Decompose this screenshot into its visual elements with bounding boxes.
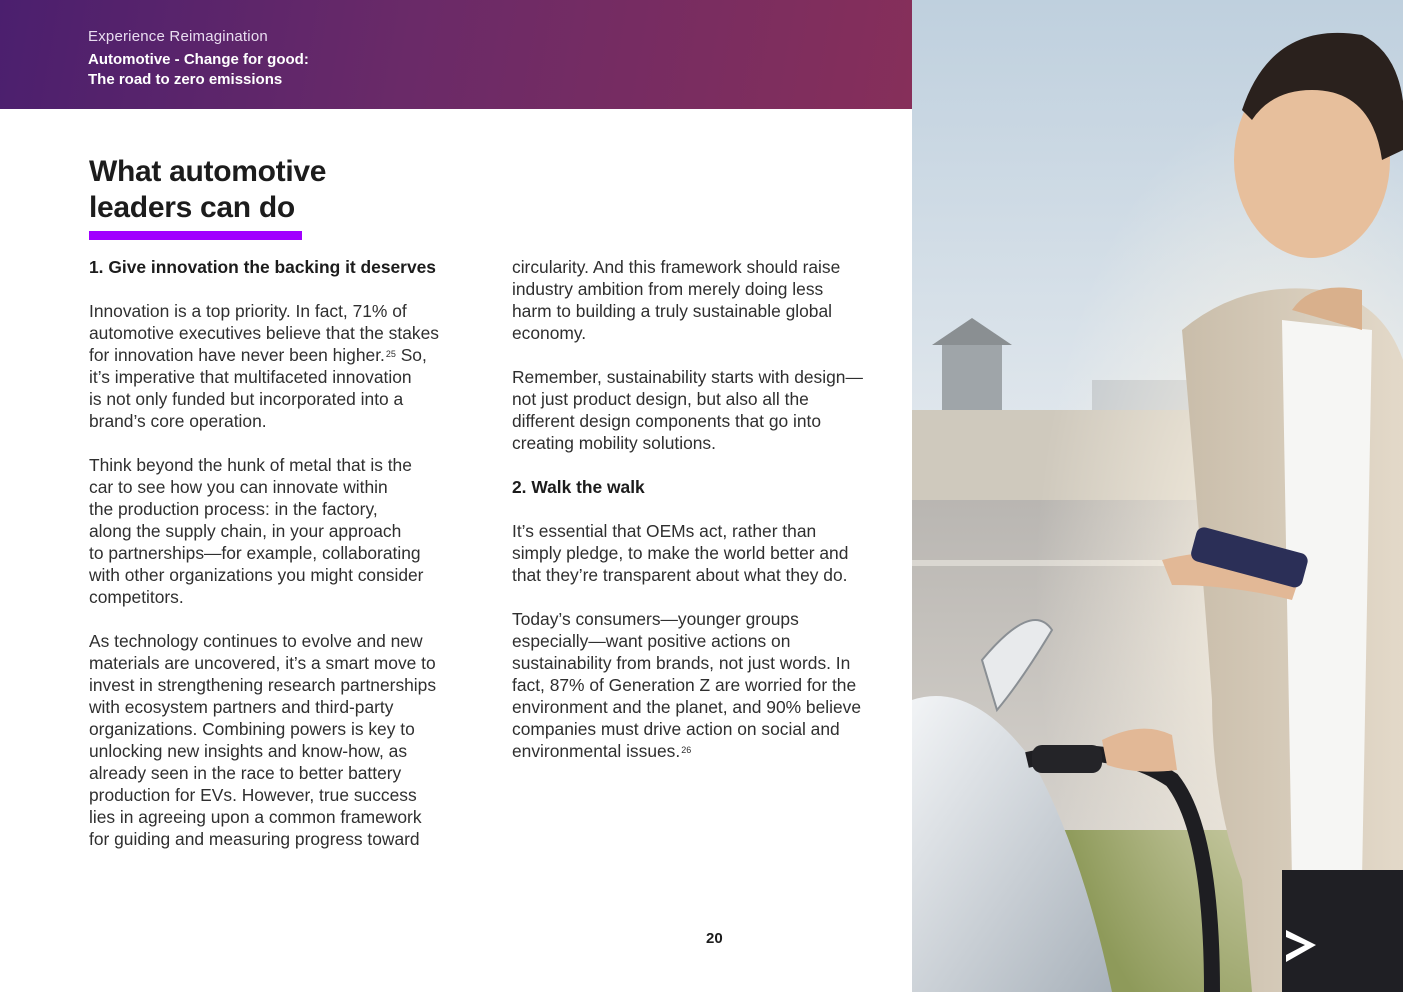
photo-man-charging-ev [912,0,1403,992]
subheading-innovation: 1. Give innovation the backing it deserves [89,257,436,277]
page-heading-line1: What automotive [89,155,327,188]
page-heading-line2: leaders can do [89,191,295,224]
paragraph-consumers [512,608,904,762]
paragraph-text: Today’s consumers—younger groups especially—want positive actions on sustainability from brands, not just words. In fact, 87% of Generation Z are worried for the environment and the planet, and 90% believe companies must drive action on social and environmental issues. [512,609,862,761]
paragraph-text: So, it’s imperative that multifaceted innovation is not only funded but incorporated into a brand’s core operation. [89,345,427,431]
photo-illustration [912,0,1403,992]
paragraph-oems-act: It’s essential that OEMs act, rather than simply pledge, to make the world better and that they’re transparent about what they do. [512,521,849,585]
paragraph-design: Remember, sustainability starts with design— not just product design, but also all the different design components that go into creating mobility solutions. [512,367,863,453]
section-label: Experience Reimagination [88,28,268,45]
page-heading [89,154,326,226]
document-title [88,50,309,90]
paragraph-circularity: circularity. And this framework should raise industry ambition from merely doing less harm to building a truly sustainable global economy. [512,257,841,343]
footnote-ref-26: 26 [681,745,692,755]
paragraph-research-partnerships: As technology continues to evolve and new materials are uncovered, it’s a smart move to invest in strengthening research partnerships with ecosystem partners and third-party organizations. Combining powers is key to unlocking new insights and know-how, as already seen in the race to better battery production for EVs. However, true success lies in agreeing upon a common framework for guiding and measuring progress toward [89,631,437,849]
paragraph-think-beyond: Think beyond the hunk of metal that is the car to see how you can innovate within the production process: in the factory, along the supply chain, in your approach to partnerships—for example, collaborating with other organizations you might consider competitors. [89,455,424,607]
subheading-walk-the-walk: 2. Walk the walk [512,477,645,497]
paragraph-innovation-priority [89,300,479,432]
right-column [512,256,904,784]
left-column [89,256,479,872]
paragraph-text: Innovation is a top priority. In fact, 71% of automotive executives believe that the stakes for innovation have never been higher. [89,301,439,365]
footnote-ref-25: 25 [385,349,396,359]
heading-accent-rule [89,231,302,240]
accenture-chevron-icon [1284,928,1318,964]
document-title-line2: The road to zero emissions [88,71,283,88]
document-title-line1: Automotive - Change for good: [88,51,309,68]
page-number: 20 [706,930,723,947]
